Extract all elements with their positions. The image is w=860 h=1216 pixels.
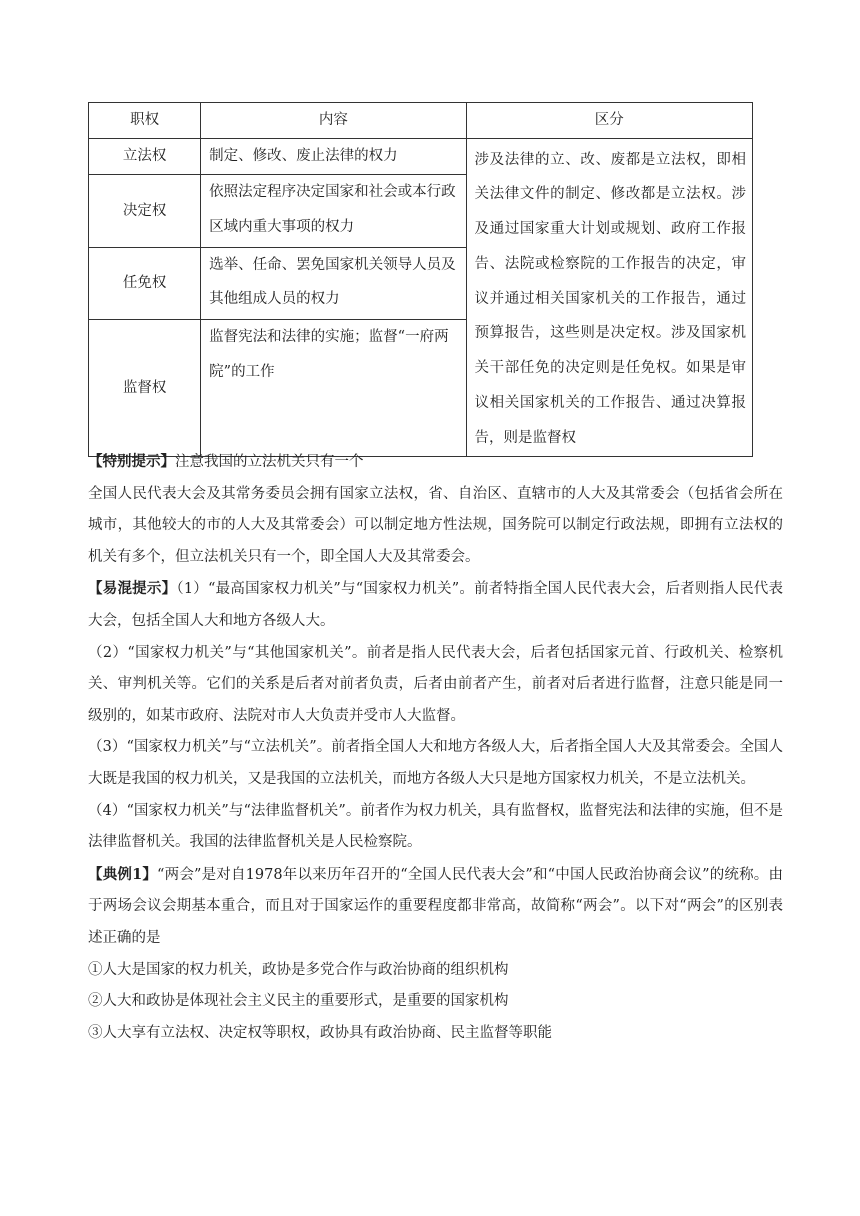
confusion-tip-first [88, 573, 783, 637]
body-text [88, 446, 783, 1049]
powers-table [88, 102, 753, 457]
power-content: 监督宪法和法律的实施；监督“一府两院”的工作 [201, 320, 466, 457]
table-header-row [89, 103, 753, 139]
confusion-item-2: （2）“国家权力机关”与“其他国家机关”。前者是指人民代表大会，后者包括国家元首、行政机关、检察机关、审判机关等。它们的关系是后者对前者负责，后者由前者产生，前者对后者进行监督，注意只能是同一级别的，如某市政府、法院对市人大负责并受市人大监督。 [88, 644, 783, 724]
special-tip-title: 注意我国的立法机关只有一个 [175, 454, 364, 470]
power-content: 选举、任命、罢免国家机关领导人员及其他组成人员的权力 [201, 247, 466, 319]
confusion-item-3: （3）“国家权力机关”与“立法机关”。前者指全国人大和地方各级人大，后者指全国人大及其常委会。全国人大既是我国的权力机关，又是我国的立法机关，而地方各级人大只是地方国家权力机关，不是立法机关。 [88, 739, 783, 787]
power-name: 监督权 [89, 320, 201, 457]
header-content: 内容 [201, 103, 466, 139]
power-name: 决定权 [89, 175, 201, 247]
special-tip-body: 全国人民代表大会及其常务委员会拥有国家立法权，省、自治区、直辖市的人大及其常委会（包括省会所在城市，其他较大的市的人大及其常委会）可以制定地方性法规，国务院可以制定行政法规，即拥有立法权的机关有多个，但立法机关只有一个，即全国人大及其常委会。 [88, 485, 783, 565]
example-option-3: ③人大享有立法权、决定权等职权，政协具有政治协商、民主监督等职能 [88, 1024, 552, 1041]
special-tip-heading [88, 446, 783, 479]
example-stem-paragraph [88, 859, 783, 955]
table-row [89, 138, 753, 175]
example-label: 【典例1】 [88, 865, 158, 883]
power-content: 依照法定程序决定国家和社会或本行政区域内重大事项的权力 [201, 175, 466, 247]
confusion-item-4: （4）“国家权力机关”与“法律监督机关”。前者作为权力机关，具有监督权，监督宪法和法律的实施，但不是法律监督机关。我国的法律监督机关是人民检察院。 [88, 802, 783, 851]
power-name: 立法权 [89, 138, 201, 175]
distinction-cell: 涉及法律的立、改、废都是立法权，即相关法律文件的制定、修改都是立法权。涉及通过国家重大计划或规划、政府工作报告、法院或检察院的工作报告的决定，审议并通过相关国家机关的工作报告，通过预算报告，这些则是决定权。涉及国家机关干部任免的决定则是任免权。如果是审议相关国家机关的工作报告、通过决算报告，则是监督权 [466, 138, 752, 456]
example-option-1: ①人大是国家的权力机关，政协是多党合作与政治协商的组织机构 [88, 961, 509, 978]
confusion-tip-label: 【易混提示】 [88, 580, 177, 598]
header-power: 职权 [89, 103, 201, 139]
example-option-2: ②人大和政协是体现社会主义民主的重要形式，是重要的国家机构 [88, 993, 509, 1010]
power-name: 任免权 [89, 247, 201, 319]
power-content: 制定、修改、废止法律的权力 [201, 138, 466, 175]
example-stem: “两会”是对自1978年以来历年召开的“全国人民代表大会”和“中国人民政治协商会议”的统称。由于两场会议会期基本重合，而且对于国家运作的重要程度都非常高，故简称“两会”。以下对“两会”的区别表述正确的是 [88, 866, 783, 946]
header-distinction: 区分 [466, 103, 752, 139]
special-tip-label: 【特别提示】 [88, 453, 175, 470]
confusion-item-1: （1）“最高国家权力机关”与“国家权力机关”。前者特指全国人民代表大会，后者则指人民代表大会，包括全国人大和地方各级人大。 [88, 581, 784, 629]
